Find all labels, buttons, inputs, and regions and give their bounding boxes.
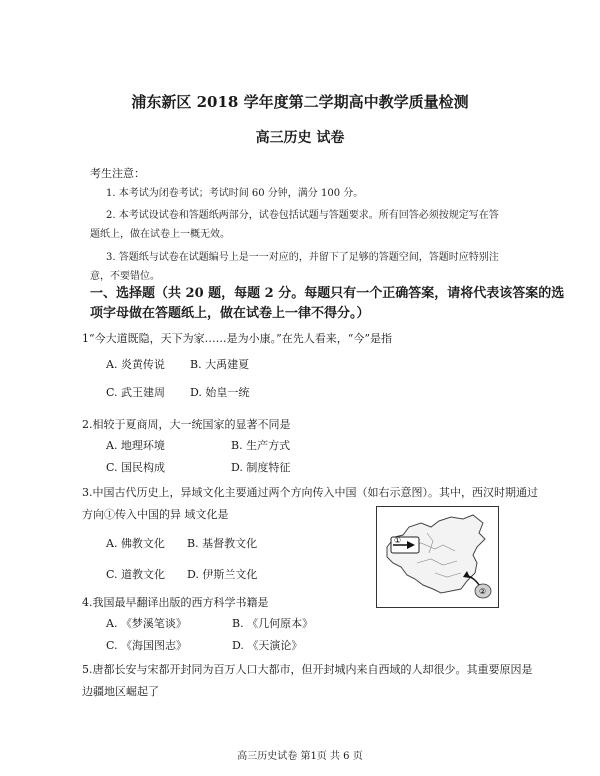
china-map-diagram bbox=[376, 506, 499, 608]
question-1-stem: 1“今大道既隐，天下为家……是为小康。”在先人看来，“今”是指 bbox=[82, 332, 392, 345]
question-4-option-d: D. 《天演论》 bbox=[232, 639, 303, 652]
map-arrow-2-label: ② bbox=[479, 587, 487, 596]
notice-item-1: 1. 本考试为闭卷考试；考试时间 60 分钟，满分 100 分。 bbox=[106, 188, 364, 199]
question-2-stem: 2.相较于夏商周，大一统国家的显著不同是 bbox=[82, 418, 291, 431]
question-4-stem: 4.我国最早翻译出版的西方科学书籍是 bbox=[82, 596, 269, 609]
question-4-option-c: C. 《海国图志》 bbox=[106, 639, 188, 652]
question-2-option-a: A. 地理环境 bbox=[106, 439, 165, 452]
question-5-stem-line-2: 边疆地区崛起了 bbox=[82, 685, 159, 698]
notice-item-3-line-1: 3. 答题纸与试卷在试题编号上是一一对应的，并留下了足够的答题空间，答题时应特别注 bbox=[106, 252, 499, 263]
notice-item-2-line-1: 2. 本考试设试卷和答题纸两部分，试卷包括试题与答题要求。所有回答必须按规定写在答 bbox=[106, 210, 499, 221]
question-1-option-b: B. 大禹建夏 bbox=[190, 358, 250, 371]
page-footer: 高三历史试卷 第1页 共 6 页 bbox=[237, 751, 363, 762]
section-1-instructions-line-1: 一、选择题（共 20 题，每题 2 分。每题只有一个正确答案，请将代表该答案的选 bbox=[90, 286, 565, 301]
question-2-option-c: C. 国民构成 bbox=[106, 461, 166, 474]
question-3-option-c: C. 道教文化 bbox=[106, 568, 166, 581]
question-3-option-b: B. 基督教文化 bbox=[187, 537, 258, 550]
question-3-option-a: A. 佛教文化 bbox=[106, 537, 165, 550]
notice-heading: 考生注意： bbox=[90, 167, 145, 180]
section-1-instructions-line-2: 项字母做在答题纸上，做在试卷上一律不得分。） bbox=[90, 306, 370, 321]
question-1-option-c: C. 武王建周 bbox=[106, 386, 166, 399]
notice-item-2-line-2: 题纸上，做在试卷上一概无效。 bbox=[90, 229, 230, 240]
question-4-option-a: A. 《梦溪笔谈》 bbox=[106, 617, 187, 630]
exam-title: 浦东新区 2018 学年度第二学期高中教学质量检测 bbox=[131, 93, 469, 111]
map-arrow-1-label: ① bbox=[394, 536, 402, 545]
notice-item-3-line-2: 意，不要错位。 bbox=[90, 271, 160, 282]
question-2-option-d: D. 制度特征 bbox=[231, 461, 291, 474]
question-1-option-a: A. 炎黄传说 bbox=[106, 358, 165, 371]
question-2-option-b: B. 生产方式 bbox=[231, 439, 291, 452]
question-3-option-d: D. 伊斯兰文化 bbox=[187, 568, 258, 581]
china-map-icon bbox=[377, 507, 498, 607]
question-3-stem-line-2: 方向①传入中国的异 域文化是 bbox=[82, 508, 229, 521]
question-4-option-b: B. 《几何原本》 bbox=[232, 617, 314, 630]
question-3-stem-line-1: 3.中国古代历史上，异域文化主要通过两个方向传入中国（如右示意图）。其中，西汉时期通过 bbox=[82, 486, 538, 499]
question-5-stem-line-1: 5.唐都长安与宋都开封同为百万人口大都市，但开封城内来自西域的人却很少。其重要原因是 bbox=[82, 663, 533, 676]
exam-subtitle: 高三历史 试卷 bbox=[255, 130, 345, 146]
question-1-option-d: D. 始皇一统 bbox=[190, 386, 250, 399]
